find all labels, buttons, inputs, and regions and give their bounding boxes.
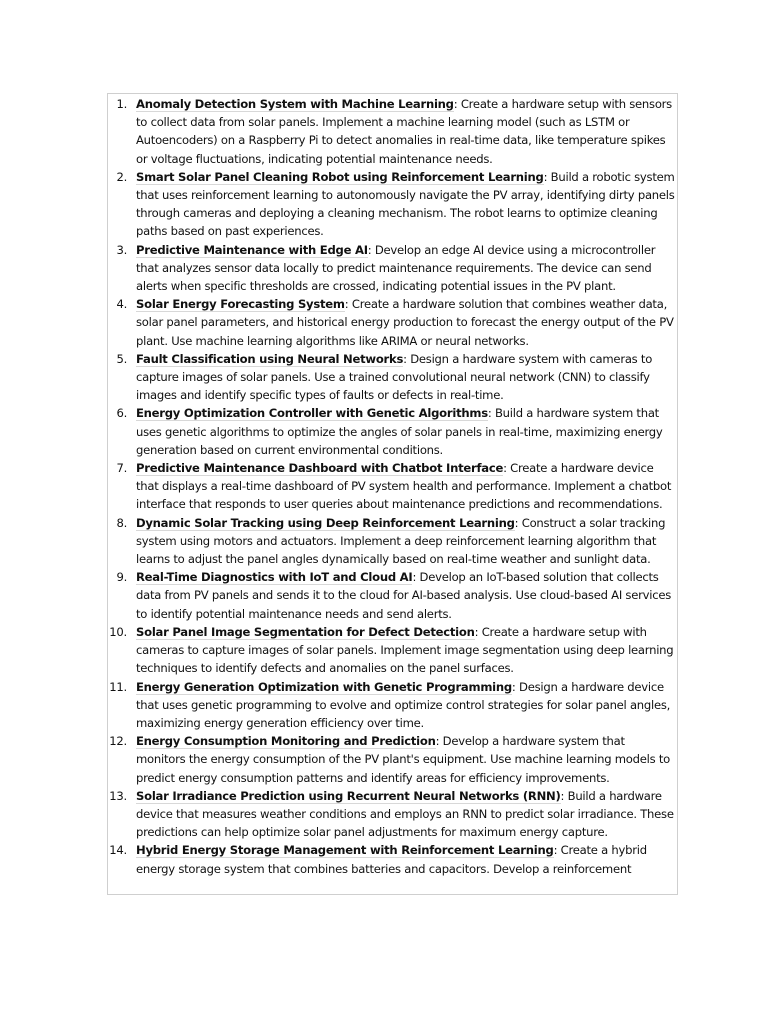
item-title: Energy Generation Optimization with Genetic Programming (136, 679, 512, 694)
list-item-9 (108, 568, 677, 623)
list-item-3 (108, 241, 677, 296)
item-description: : Develop a hardware system that monitors the energy consumption of the PV plant's equipment. Use machine learning models to predict energy consumption patterns and identify areas for efficiency improvements. (136, 734, 670, 785)
item-description: : Build a hardware device that measures weather conditions and employs an RNN to predict solar irradiance. These predictions can help optimize solar panel adjustments for maximum energy capture. (136, 788, 674, 840)
item-description: : Develop an edge AI device using a microcontroller that analyzes sensor data locally to predict maintenance requirements. The device can send alerts when specific thresholds are crossed, indicating potential issues in the PV plant. (136, 242, 656, 294)
item-title: Predictive Maintenance Dashboard with Chatbot Interface (136, 461, 504, 476)
item-number: 11. (109, 679, 127, 694)
item-description: : Design a hardware device that uses genetic programming to evolve and optimize control strategies for solar panel angles, maximizing energy generation efficiency over time. (136, 679, 671, 730)
item-title: Dynamic Solar Tracking using Deep Reinforcement Learning (136, 515, 515, 530)
list-item-11 (108, 678, 677, 733)
item-number: 9. (116, 570, 127, 585)
item-description: : Create a hardware device that displays a real-time dashboard of PV system health and performance. Implement a chatbot interface that responds to user queries about maintenance predictions and recommendations. (136, 461, 672, 512)
item-title: Energy Consumption Monitoring and Prediction (136, 734, 436, 749)
list-item-13 (108, 787, 677, 842)
item-description: : Create a hardware solution that combines weather data, solar panel parameters, and historical energy production to forecast the energy output of the PV plant. Use machine learning algorithms like ARIMA or neural networks. (136, 297, 674, 348)
item-number: 4. (116, 297, 127, 312)
item-number: 10. (109, 624, 127, 639)
list-item-2 (108, 168, 677, 241)
project-list-box (107, 93, 678, 895)
item-description: : Design a hardware system with cameras to capture images of solar panels. Use a trained convolutional neural network (CNN) to classify images and identify specific types of faults or defects in real-time. (136, 351, 653, 403)
item-description: : Develop an IoT-based solution that collects data from PV panels and sends it to the cloud for AI-based analysis. Use cloud-based AI services to identify potential maintenance needs and send alerts. (136, 570, 672, 621)
item-title: Energy Optimization Controller with Genetic Algorithms (136, 406, 488, 421)
list-item-10 (108, 623, 677, 678)
item-description: : Create a hardware setup with cameras to capture images of solar panels. Implement image segmentation using deep learning techniques to identify defects and anomalies on the panel surfaces. (136, 624, 674, 676)
list-item-7 (108, 459, 677, 514)
item-title: Solar Panel Image Segmentation for Defect Detection (136, 624, 475, 639)
list-item-8 (108, 514, 677, 569)
list-item-12 (108, 732, 677, 787)
item-number: 3. (116, 242, 127, 257)
project-ideas-list (108, 94, 677, 878)
item-description: : Build a robotic system that uses reinforcement learning to autonomously navigate the PV array, identifying dirty panels through cameras and deploying a cleaning mechanism. The robot learns to optimize cleaning paths based on past experiences. (136, 169, 675, 239)
item-number: 12. (109, 734, 127, 749)
list-item-14 (108, 841, 677, 877)
item-description: : Create a hybrid energy storage system that combines batteries and capacitors. Develop a reinforcement (136, 843, 647, 876)
list-item-5 (108, 350, 677, 405)
item-description: : Create a hardware setup with sensors to collect data from solar panels. Implement a machine learning model (such as LSTM or Autoencoders) on a Raspberry Pi to detect anomalies in real-time data, like temperature spikes or voltage fluctuations, indicating potential maintenance needs. (136, 97, 672, 166)
item-number: 13. (109, 788, 127, 803)
item-number: 6. (116, 406, 127, 421)
item-number: 8. (116, 515, 127, 530)
item-title: Predictive Maintenance with Edge AI (136, 242, 368, 257)
item-title: Solar Irradiance Prediction using Recurrent Neural Networks (RNN) (136, 788, 561, 803)
item-description: : Construct a solar tracking system using motors and actuators. Implement a deep reinforcement learning algorithm that learns to adjust the panel angles dynamically based on real-time weather and sunlight data. (136, 515, 666, 567)
item-title: Real-Time Diagnostics with IoT and Cloud AI (136, 570, 413, 585)
item-number: 7. (116, 461, 127, 476)
item-title: Smart Solar Panel Cleaning Robot using Reinforcement Learning (136, 169, 544, 184)
item-number: 5. (116, 351, 127, 366)
item-description: : Build a hardware system that uses genetic algorithms to optimize the angles of solar panels in real-time, maximizing energy generation based on current environmental conditions. (136, 406, 663, 457)
item-title: Fault Classification using Neural Networks (136, 351, 404, 366)
list-item-1 (108, 95, 677, 168)
item-title: Hybrid Energy Storage Management with Reinforcement Learning (136, 843, 554, 858)
item-title: Anomaly Detection System with Machine Learning (136, 97, 454, 111)
item-title: Solar Energy Forecasting System (136, 297, 345, 312)
item-number: 2. (116, 169, 127, 184)
list-item-6 (108, 404, 677, 459)
item-number: 14. (109, 843, 127, 858)
list-item-4 (108, 295, 677, 350)
item-number: 1. (116, 97, 127, 111)
